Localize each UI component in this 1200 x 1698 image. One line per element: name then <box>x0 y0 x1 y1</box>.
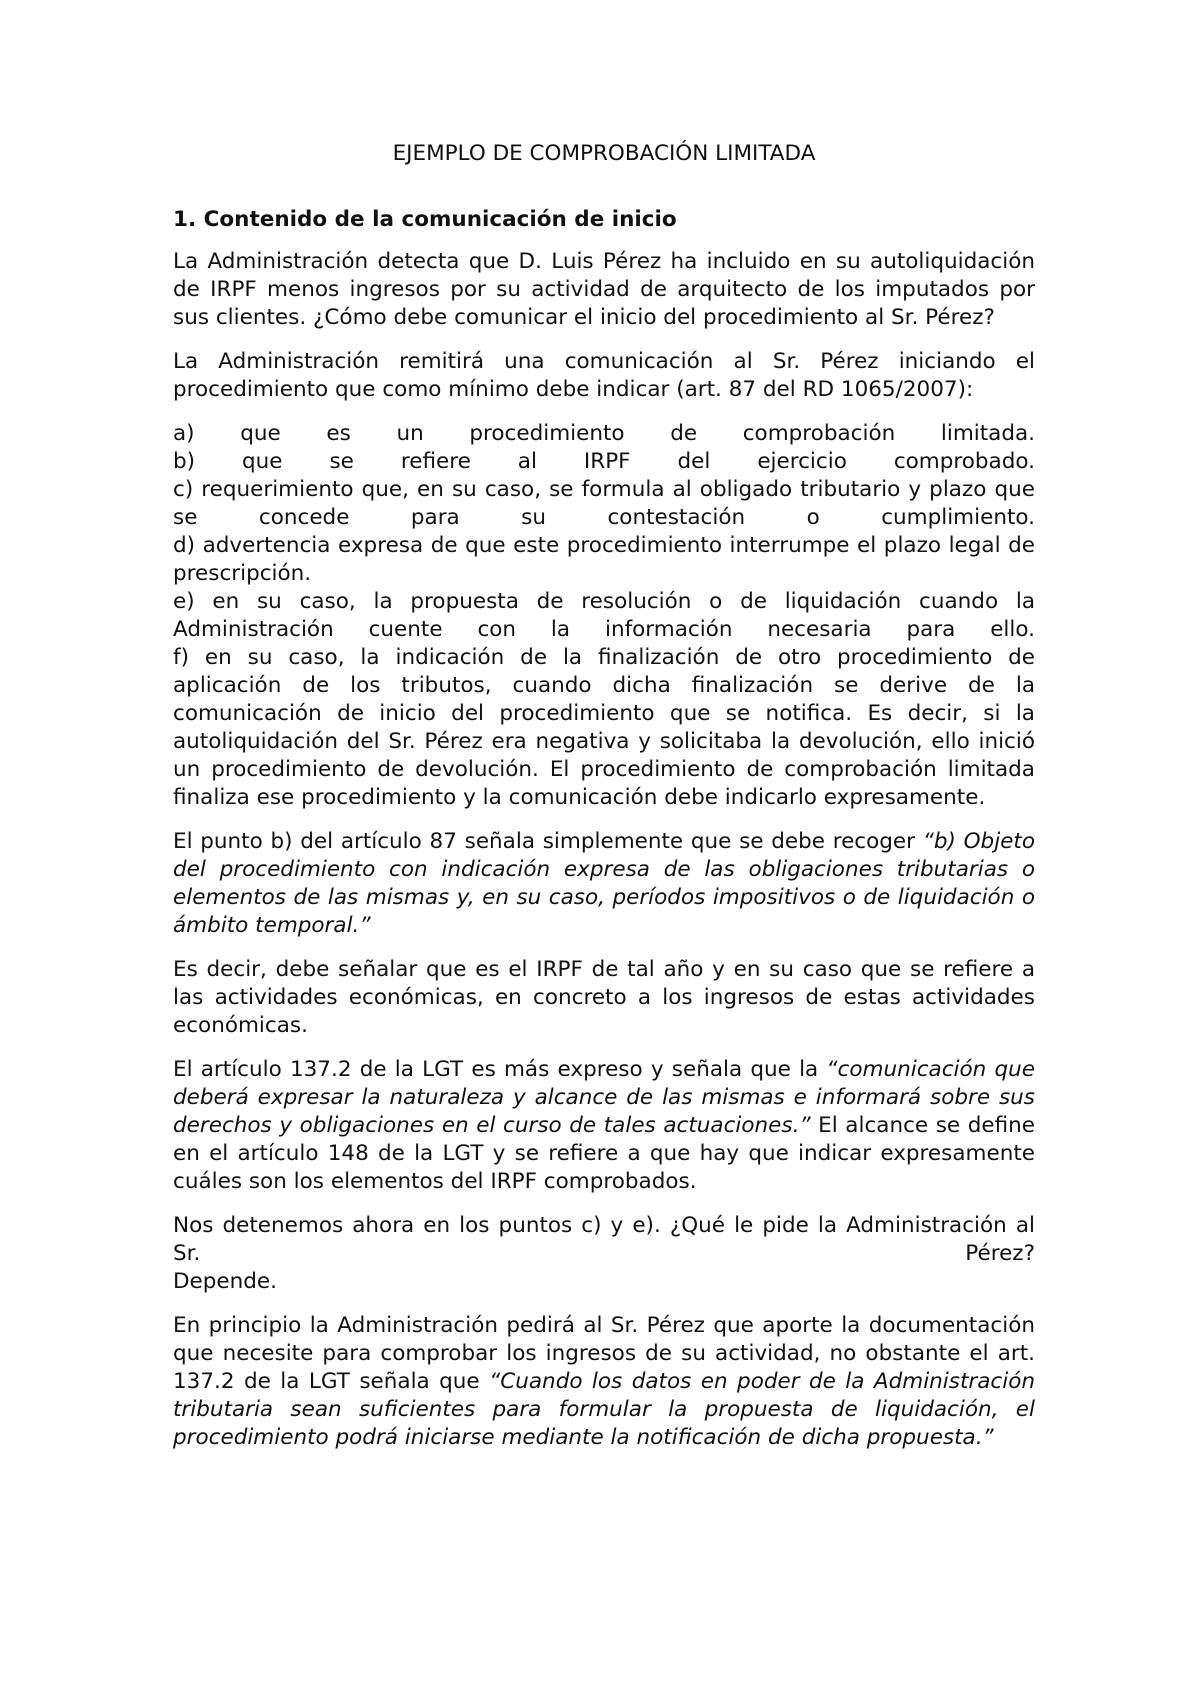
paragraph-article-137-rest: El alcance se define en el artículo 148 de la LGT y se refiere a que hay que indicar expresamente cuáles son los elementos del IRPF comprobados. <box>173 1113 1036 1194</box>
paragraph-puntos-answer: Depende. <box>173 1269 277 1294</box>
list-item-b: b) que se refiere al IRPF del ejercicio comprobado. <box>173 449 1035 474</box>
paragraph-intro: La Administración detecta que D. Luis Pérez ha incluido en su autoliquidación de IRPF menos ingresos por su actividad de arquitecto de los imputados por sus clientes. ¿Cómo debe comunicar el inicio del procedimiento al Sr. Pérez? <box>173 249 1035 330</box>
paragraph-principio-intro: En principio la Administración pedirá al Sr. Pérez que aporte la documentación que necesite para comprobar los ingresos de su actividad, no obstante el art. 137.2 de la LGT señala que <box>173 1313 1035 1394</box>
requirements-list <box>173 420 1035 812</box>
list-item-c: c) requerimiento que, en su caso, se formula al obligado tributario y plazo que se concede para su contestación o cumplimiento. <box>173 477 1035 530</box>
paragraph-article-87 <box>173 828 1035 940</box>
paragraph-communication: La Administración remitirá una comunicación al Sr. Pérez iniciando el procedimiento que como mínimo debe indicar (art. 87 del RD 1065/2007): <box>173 349 1035 402</box>
paragraph-article-137-intro: El artículo 137.2 de la LGT es más expreso y señala que la <box>173 1057 827 1082</box>
paragraph-es-decir: Es decir, debe señalar que es el IRPF de tal año y en su caso que se refiere a las actividades económicas, en concreto a los ingresos de estas actividades económicas. <box>173 957 1035 1038</box>
article-137-2-quote: “Cuando los datos en poder de la Administración tributaria sean suficientes para formular la propuesta de liquidación, el procedimiento podrá iniciarse mediante la notificación de dicha propuesta.” <box>173 1369 1035 1450</box>
section-heading: 1. Contenido de la comunicación de inicio <box>173 207 677 232</box>
document-page <box>173 140 1035 1468</box>
list-item-a: a) que es un procedimiento de comprobación limitada. <box>173 421 1035 446</box>
list-item-f: f) en su caso, la indicación de la finalización de otro procedimiento de aplicación de los tributos, cuando dicha finalización se derive de la comunicación de inicio del procedimiento que se notifica. Es decir, si la autoliquidación del Sr. Pérez era negativa y solicitaba la devolución, ello inició un procedimiento de devolución. El procedimiento de comprobación limitada finaliza ese procedimiento y la comunicación debe indicarlo expresamente. <box>173 645 1035 810</box>
article-87-quote: “b) Objeto del procedimiento con indicación expresa de las obligaciones tributarias o elementos de las mismas y, en su caso, períodos impositivos o de liquidación o ámbito temporal.” <box>173 829 1035 938</box>
paragraph-article-137 <box>173 1056 1035 1196</box>
list-item-e: e) en su caso, la propuesta de resolución o de liquidación cuando la Administración cuente con la información necesaria para ello. <box>173 589 1035 642</box>
paragraph-article-87-intro: El punto b) del artículo 87 señala simplemente que se debe recoger <box>173 829 923 854</box>
paragraph-puntos-question: Nos detenemos ahora en los puntos c) y e). ¿Qué le pide la Administración al Sr. Pérez? <box>173 1213 1035 1266</box>
list-item-d: d) advertencia expresa de que este procedimiento interrumpe el plazo legal de prescripción. <box>173 533 1035 586</box>
article-137-quote: “comunicación que deberá expresar la naturaleza y alcance de las mismas e informará sobre sus derechos y obligaciones en el curso de tales actuaciones.” <box>173 1057 1035 1138</box>
paragraph-puntos <box>173 1212 1035 1296</box>
paragraph-principio <box>173 1312 1035 1452</box>
document-title: EJEMPLO DE COMPROBACIÓN LIMITADA <box>392 141 816 166</box>
